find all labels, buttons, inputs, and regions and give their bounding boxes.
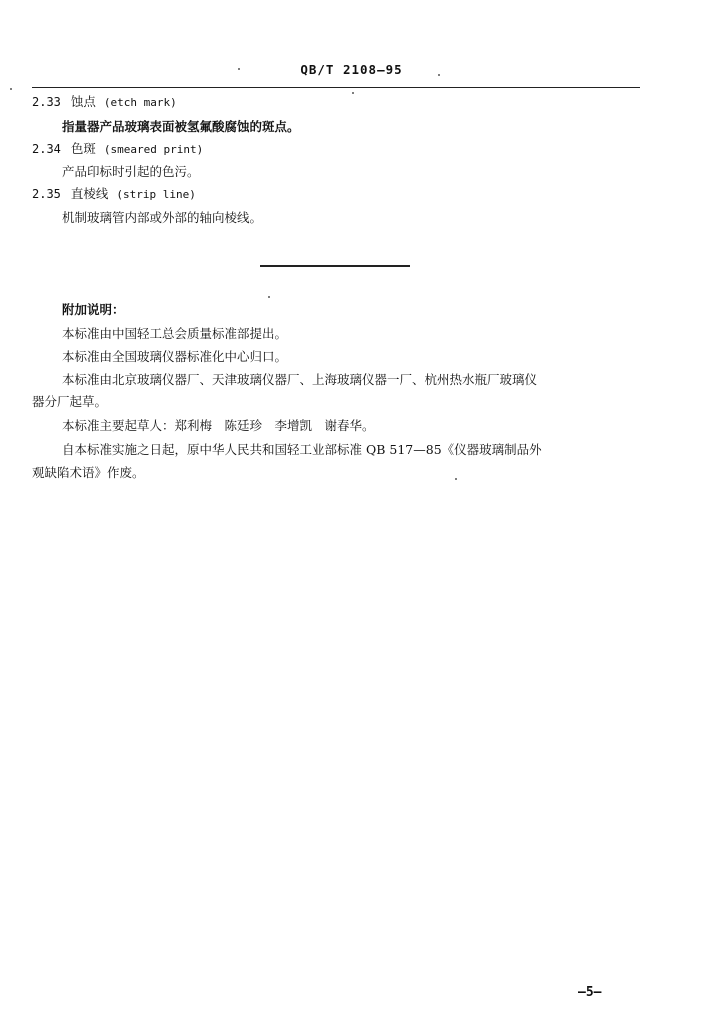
page-number: —5—	[578, 985, 602, 1000]
notes-line-drafted-by-cont: 器分厂起草。	[32, 394, 108, 409]
notes-line-main-drafters: 本标准主要起草人：郑利梅 陈廷珍 李增凯 谢春华。	[62, 418, 375, 433]
term-definition-2-35: 机制玻璃管内部或外部的轴向棱线。	[62, 210, 263, 225]
notes-heading: 附加说明：	[62, 302, 125, 317]
term-entry-2-34	[32, 141, 203, 158]
header-rule	[32, 87, 640, 88]
term-number: 2.35	[32, 187, 61, 201]
term-english: (etch mark)	[103, 96, 177, 109]
scan-speck	[268, 296, 270, 298]
notes-line-proposed-by: 本标准由中国轻工总会质量标准部提出。	[62, 326, 288, 341]
term-entry-2-35	[32, 186, 196, 203]
term-english: (strip line)	[116, 188, 196, 201]
section-end-rule	[260, 265, 410, 267]
notes-line-drafted-by: 本标准由北京玻璃仪器厂、天津玻璃仪器厂、上海玻璃仪器一厂、杭州热水瓶厂玻璃仪	[62, 372, 538, 387]
term-number: 2.34	[32, 142, 61, 156]
scan-speck	[352, 92, 354, 94]
term-name: 直棱线	[70, 186, 109, 201]
term-name: 色斑	[70, 141, 96, 156]
scan-speck	[455, 478, 457, 480]
notes-line-supersedes-cont: 观缺陷术语》作废。	[32, 465, 145, 480]
term-english: (smeared print)	[103, 143, 204, 156]
scan-speck	[438, 74, 440, 76]
scan-speck	[10, 88, 12, 90]
term-entry-2-33	[32, 94, 177, 111]
notes-line-supersedes: 自本标准实施之日起，原中华人民共和国轻工业部标准 QB 517—85《仪器玻璃制品外	[62, 442, 542, 457]
page-header-standard-code: QB/T 2108—95	[300, 62, 403, 77]
term-definition-2-34: 产品印标时引起的色污。	[62, 164, 200, 179]
notes-line-centralized-by: 本标准由全国玻璃仪器标准化中心归口。	[62, 349, 288, 364]
term-number: 2.33	[32, 95, 61, 109]
term-name: 蚀点	[70, 94, 96, 109]
term-definition-2-33: 指量器产品玻璃表面被氢氟酸腐蚀的斑点。	[62, 119, 300, 134]
scan-speck	[238, 68, 240, 70]
